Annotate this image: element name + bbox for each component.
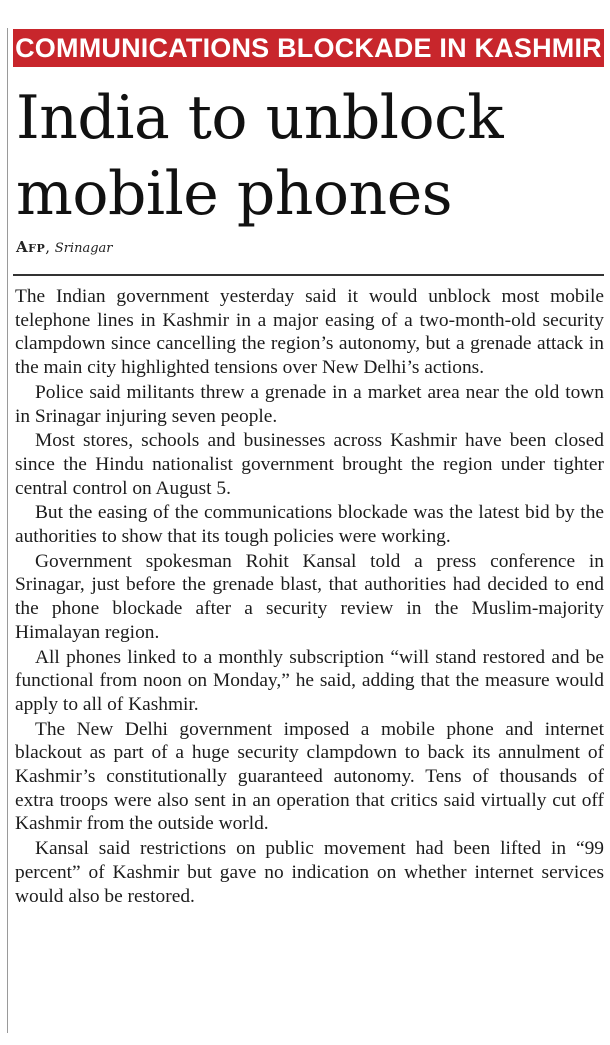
article-body xyxy=(15,285,604,909)
headline xyxy=(16,80,606,232)
byline-location: Srinagar xyxy=(54,241,113,256)
byline-separator: , xyxy=(45,238,51,256)
column-rule xyxy=(7,28,8,1033)
article-paragraph-7: The New Delhi government imposed a mobile phone and internet blackout as part of a huge security clampdown to back its annulment of Kashmir’s constitutionally guaranteed autonomy. Tens of thousands of extra troops were also sent in an operation that critics said virtually cut off Kashmir from the outside world. xyxy=(15,718,604,835)
article-paragraph-6: All phones linked to a monthly subscription “will stand restored and be functional from noon on Monday,” he said, adding that the measure would apply to all of Kashmir. xyxy=(15,646,604,715)
article-paragraph-3: Most stores, schools and businesses across Kashmir have been closed since the Hindu nationalist government brought the region under tighter central control on August 5. xyxy=(15,430,604,499)
headline-line-1: India to unblock xyxy=(16,83,504,153)
byline-agency: Afp xyxy=(16,238,46,256)
article-paragraph-1: The Indian government yesterday said it would unblock most mobile telephone lines in Kashmir in a major easing of a two-month-old security clampdown since cancelling the region’s autonomy, but a grenade attack in the main city highlighted tensions over New Delhi’s actions. xyxy=(15,286,604,379)
article-paragraph-5: Government spokesman Rohit Kansal told a press conference in Srinagar, just before the grenade blast, that authorities had decided to end the phone blockade after a security review in the Muslim-majority Himalayan region. xyxy=(15,550,604,643)
article-paragraph-8: Kansal said restrictions on public movement had been lifted in “99 percent” of Kashmir but gave no indication on whether internet services would also be restored. xyxy=(15,838,604,907)
section-kicker-banner: COMMUNICATIONS BLOCKADE IN KASHMIR xyxy=(13,29,604,67)
byline xyxy=(16,238,112,258)
byline-divider xyxy=(13,274,604,276)
headline-line-2: mobile phones xyxy=(16,159,452,229)
article-paragraph-2: Police said militants threw a grenade in a market area near the old town in Srinagar injuring seven people. xyxy=(15,381,604,427)
article-paragraph-4: But the easing of the communications blockade was the latest bid by the authorities to show that its tough policies were working. xyxy=(15,502,604,548)
